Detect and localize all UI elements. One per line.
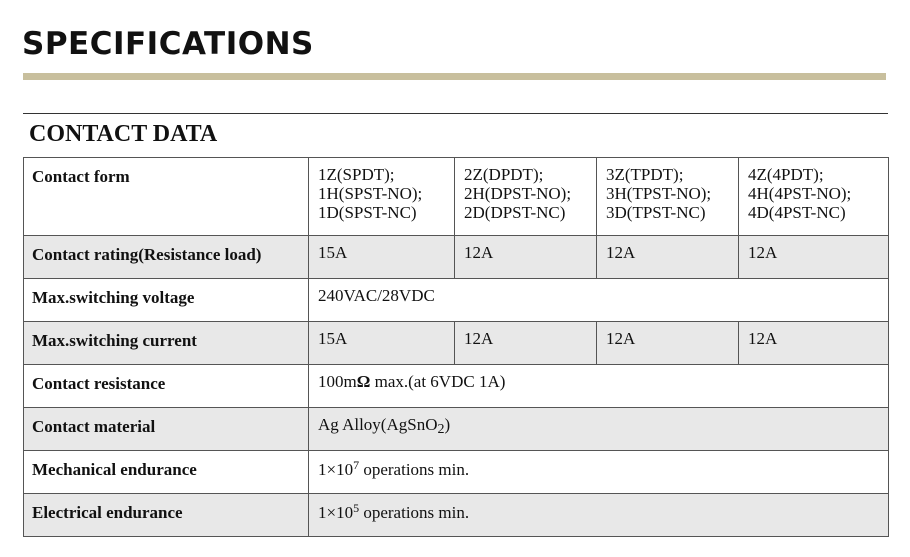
electrical-endurance-value — [309, 494, 889, 537]
row-label: Contact resistance — [24, 365, 309, 408]
value-base: 1×10 — [318, 460, 354, 479]
contact-form-line: 4Z(4PDT); — [748, 165, 824, 184]
max-switching-voltage-value: 240VAC/28VDC — [309, 279, 889, 322]
value-prefix: 100m — [318, 372, 357, 391]
table-row-contact-rating — [24, 236, 889, 279]
table-row-contact-material — [24, 408, 889, 451]
contact-form-line: 1Z(SPDT); — [318, 165, 395, 184]
mechanical-endurance-value — [309, 451, 889, 494]
row-label: Mechanical endurance — [24, 451, 309, 494]
value-exponent: 5 — [353, 501, 360, 515]
contact-form-line: 3H(TPST-NO); — [606, 184, 712, 203]
contact-form-line: 4D(4PST-NC) — [748, 203, 846, 222]
table-row-max-switching-voltage — [24, 279, 889, 322]
contact-rating-value: 12A — [597, 236, 739, 279]
table-row-mechanical-endurance — [24, 451, 889, 494]
row-label: Max.switching voltage — [24, 279, 309, 322]
contact-form-line: 3Z(TPDT); — [606, 165, 684, 184]
contact-data-table — [23, 157, 889, 537]
table-row-contact-resistance — [24, 365, 889, 408]
contact-form-cell — [455, 158, 597, 236]
value-suffix: ) — [444, 415, 451, 434]
section-title: CONTACT DATA — [29, 121, 218, 147]
row-label: Contact material — [24, 408, 309, 451]
contact-form-line: 2Z(DPDT); — [464, 165, 544, 184]
contact-form-cell — [597, 158, 739, 236]
contact-rating-value: 12A — [455, 236, 597, 279]
max-switching-current-value: 12A — [739, 322, 889, 365]
contact-rating-value: 12A — [739, 236, 889, 279]
value-prefix: Ag Alloy(AgSnO — [318, 415, 438, 434]
value-subscript: 2 — [437, 422, 445, 437]
table-row-electrical-endurance — [24, 494, 889, 537]
contact-form-line: 3D(TPST-NC) — [606, 203, 706, 222]
ohm-unit: Ω — [356, 372, 371, 391]
contact-rating-value: 15A — [309, 236, 455, 279]
value-exponent: 7 — [353, 458, 360, 472]
contact-form-line: 1D(SPST-NC) — [318, 203, 417, 222]
row-label: Electrical endurance — [24, 494, 309, 537]
contact-resistance-value — [309, 365, 889, 408]
contact-form-line: 2D(DPST-NC) — [464, 203, 566, 222]
row-label: Contact rating(Resistance load) — [24, 236, 309, 279]
table-row-contact-form — [24, 158, 889, 236]
contact-form-cell — [309, 158, 455, 236]
contact-form-line: 1H(SPST-NO); — [318, 184, 423, 203]
contact-form-line: 2H(DPST-NO); — [464, 184, 572, 203]
value-suffix: operations min. — [359, 503, 470, 522]
value-suffix: max.(at 6VDC 1A) — [370, 372, 506, 391]
contact-form-cell — [739, 158, 889, 236]
max-switching-current-value: 15A — [309, 322, 455, 365]
page-title: SPECIFICATIONS — [22, 26, 314, 62]
section-divider — [23, 113, 888, 114]
row-label: Max.switching current — [24, 322, 309, 365]
value-suffix: operations min. — [359, 460, 470, 479]
contact-material-value — [309, 408, 889, 451]
max-switching-current-value: 12A — [597, 322, 739, 365]
title-underline-bar — [23, 73, 886, 80]
table-row-max-switching-current — [24, 322, 889, 365]
contact-form-line: 4H(4PST-NO); — [748, 184, 852, 203]
row-label: Contact form — [24, 158, 309, 236]
value-base: 1×10 — [318, 503, 354, 522]
max-switching-current-value: 12A — [455, 322, 597, 365]
